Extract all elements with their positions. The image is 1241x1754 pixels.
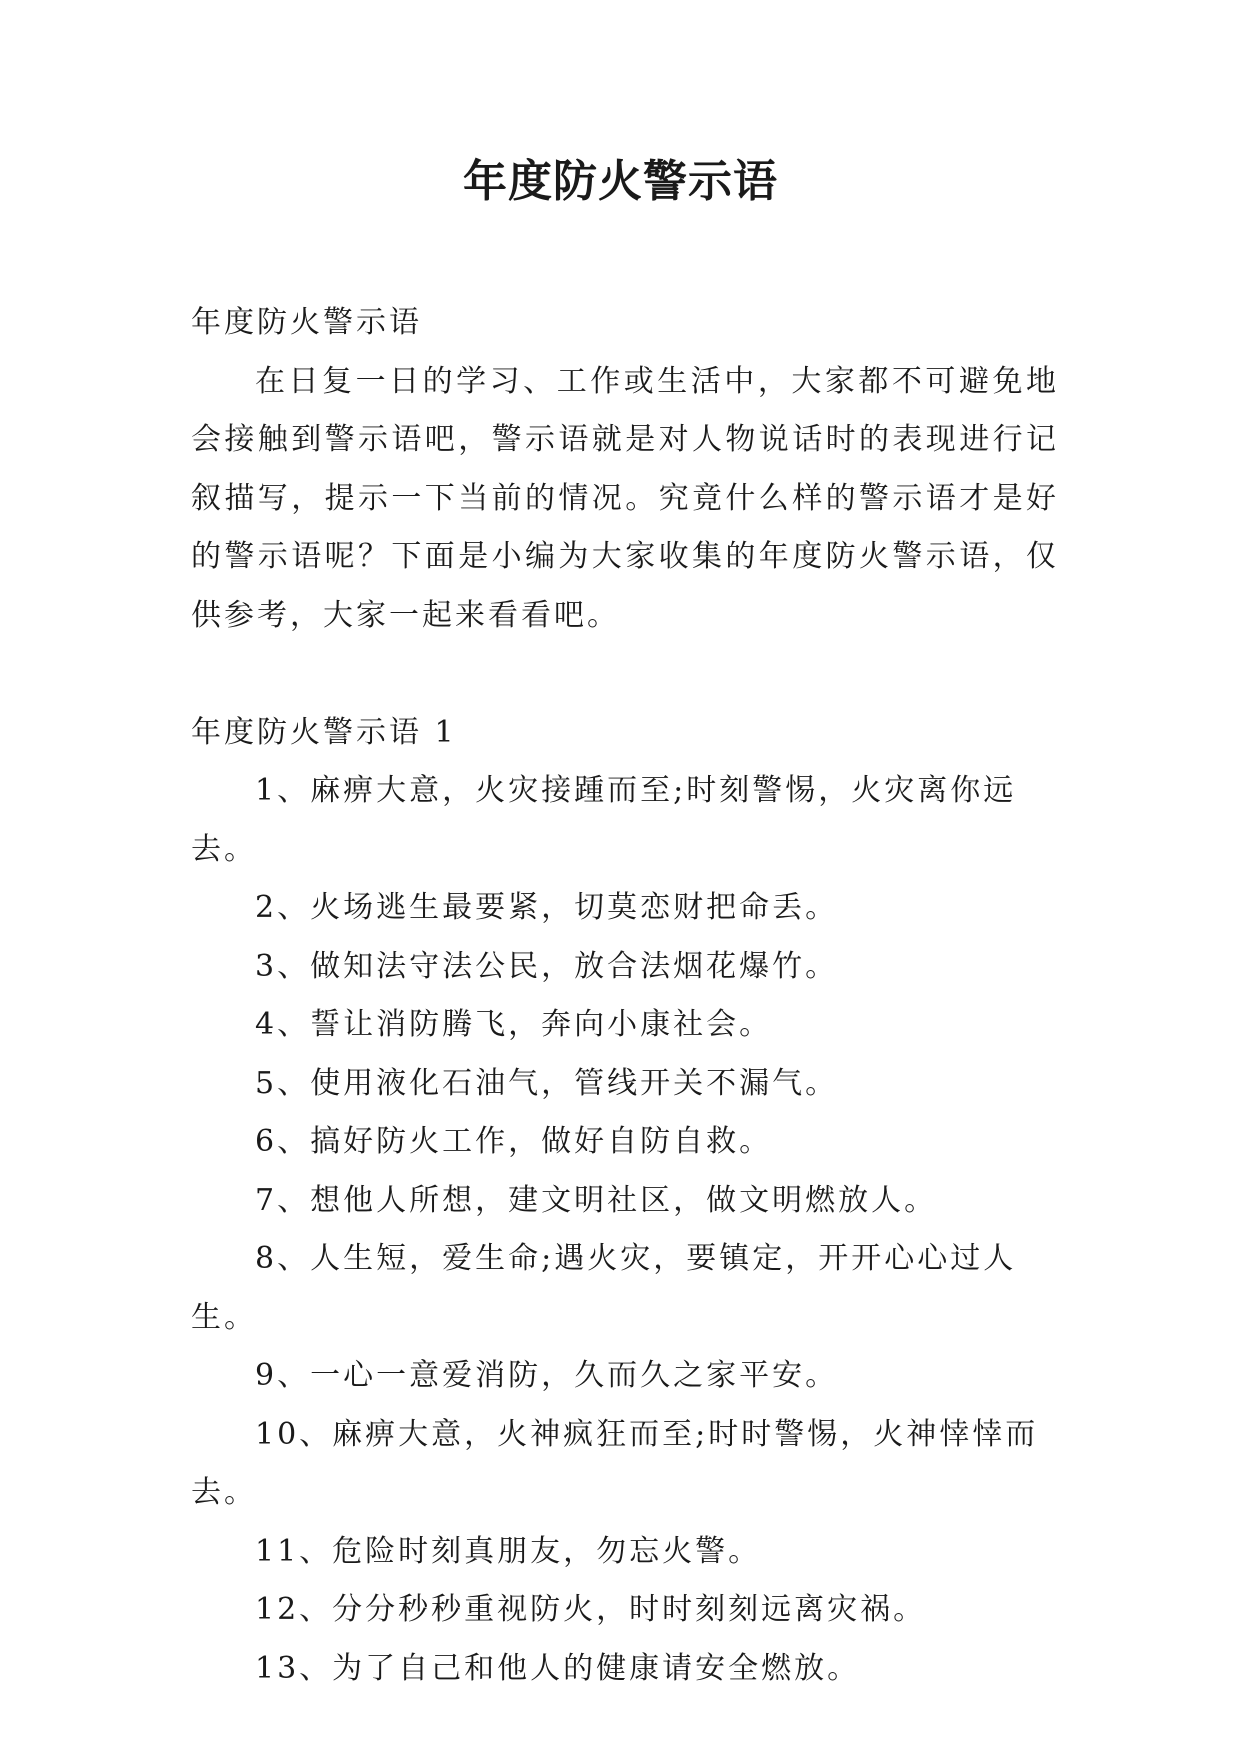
list-item: 2、火场逃生最要紧，切莫恋财把命丢。 xyxy=(255,890,839,925)
list-item: 9、一心一意爱消防，久而久之家平安。 xyxy=(255,1358,839,1393)
subtitle: 年度防火警示语 xyxy=(191,305,422,340)
list-item: 10、麻痹大意，火神疯狂而至;时时警惕，火神悻悻而去。 xyxy=(191,1416,1039,1510)
list-item: 3、做知法守法公民，放合法烟花爆竹。 xyxy=(255,948,839,984)
list-item: 4、誓让消防腾飞，奔向小康社会。 xyxy=(255,1007,773,1042)
document-body xyxy=(191,294,1059,1698)
list-item: 13、为了自己和他人的健康请安全燃放。 xyxy=(255,1650,861,1686)
list-item: 7、想他人所想，建文明社区，做文明燃放人。 xyxy=(255,1182,938,1218)
section-heading: 年度防火警示语 1 xyxy=(191,714,457,750)
intro-paragraph: 在日复一日的学习、工作或生活中，大家都不可避免地会接触到警示语吧，警示语就是对人物说话时的表现进行记叙描写，提示一下当前的情况。究竟什么样的警示语才是好的警示语呢？下面是小编为大家收集的年度防火警示语，仅供参考，大家一起来看看吧。 xyxy=(191,363,1059,633)
document-title: 年度防火警示语 xyxy=(463,156,778,207)
list-item: 1、麻痹大意，火灾接踵而至;时刻警惕，火灾离你远去。 xyxy=(191,773,1017,867)
list-item: 11、危险时刻真朋友，勿忘火警。 xyxy=(255,1533,762,1569)
paragraph-gap xyxy=(191,645,1059,704)
list-item: 5、使用液化石油气，管线开关不漏气。 xyxy=(255,1065,839,1101)
list-item: 6、搞好防火工作，做好自防自救。 xyxy=(255,1124,773,1159)
list-item: 12、分分秒秒重视防火，时时刻刻远离灾祸。 xyxy=(255,1592,927,1627)
list-item: 8、人生短，爱生命;遇火灾，要镇定，开开心心过人生。 xyxy=(191,1241,1017,1335)
